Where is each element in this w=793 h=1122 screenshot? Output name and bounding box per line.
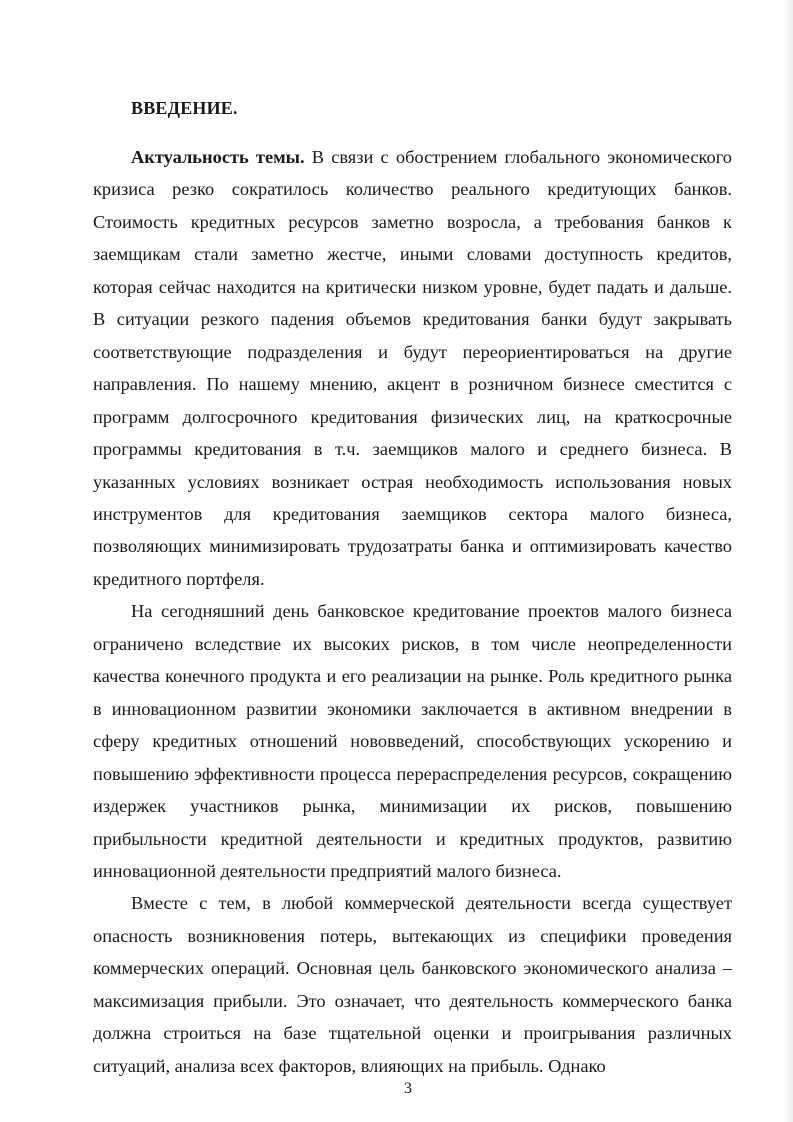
page-number: 3 [404,1080,412,1097]
page-edge-shadow [783,0,793,1122]
section-heading: ВВЕДЕНИЕ. [131,98,238,118]
paragraph-text: В связи с обострением глобального экономического кризиса резко сократилось количество реального кредитующих банков. Стоимость кредитных ресурсов заметно возросла, а требования банков к заемщикам стали заметно жестче, иными словами доступность кредитов, которая сейчас находится на критически низком уровне, будет падать и дальше. В ситуации резкого падения объемов кредитования банки будут закрывать соответствующие подразделения и будут переориентироваться на другие направления. По нашему мнению, акцент в розничном бизнесе сместится с программ долгосрочного кредитования физических лиц, на краткосрочные программы кредитования в т.ч. заемщиков малого и среднего бизнеса. В указанных условиях возникает острая необходимость использования новых инструментов для кредитования заемщиков сектора малого бизнеса, позволяющих минимизировать трудозатраты банка и оптимизировать качество кредитного портфеля. [93,147,733,589]
body-text [93,141,732,1082]
paragraph-lead: Актуальность темы. [131,147,305,167]
paragraph-commercial-risk: Вместе с тем, в любой коммерческой деятельности всегда существует опасность возникновения потерь, вытекающих из специфики проведения коммерческих операций. Основная цель банковского экономического анализа – максимизация прибыли. Это означает, что деятельность коммерческого банка должна строиться на базе тщательной оценки и проигрывания различных ситуаций, анализа всех факторов, влияющих на прибыль. Однако [93,893,732,1076]
paragraph-relevance [93,141,732,595]
paragraph-small-business-lending: На сегодняшний день банковское кредитование проектов малого бизнеса ограничено вследствие их высоких рисков, в том числе неопределенности качества конечного продукта и его реализации на рынке. Роль кредитного рынка в инновационном развитии экономики заключается в активном внедрении в сферу кредитных отношений нововведений, способствующих ускорению и повышению эффективности процесса перераспределения ресурсов, сокращению издержек участников рынка, минимизации их рисков, повышению прибыльности кредитной деятельности и кредитных продуктов, развитию инновационной деятельности предприятий малого бизнеса. [93,601,732,881]
